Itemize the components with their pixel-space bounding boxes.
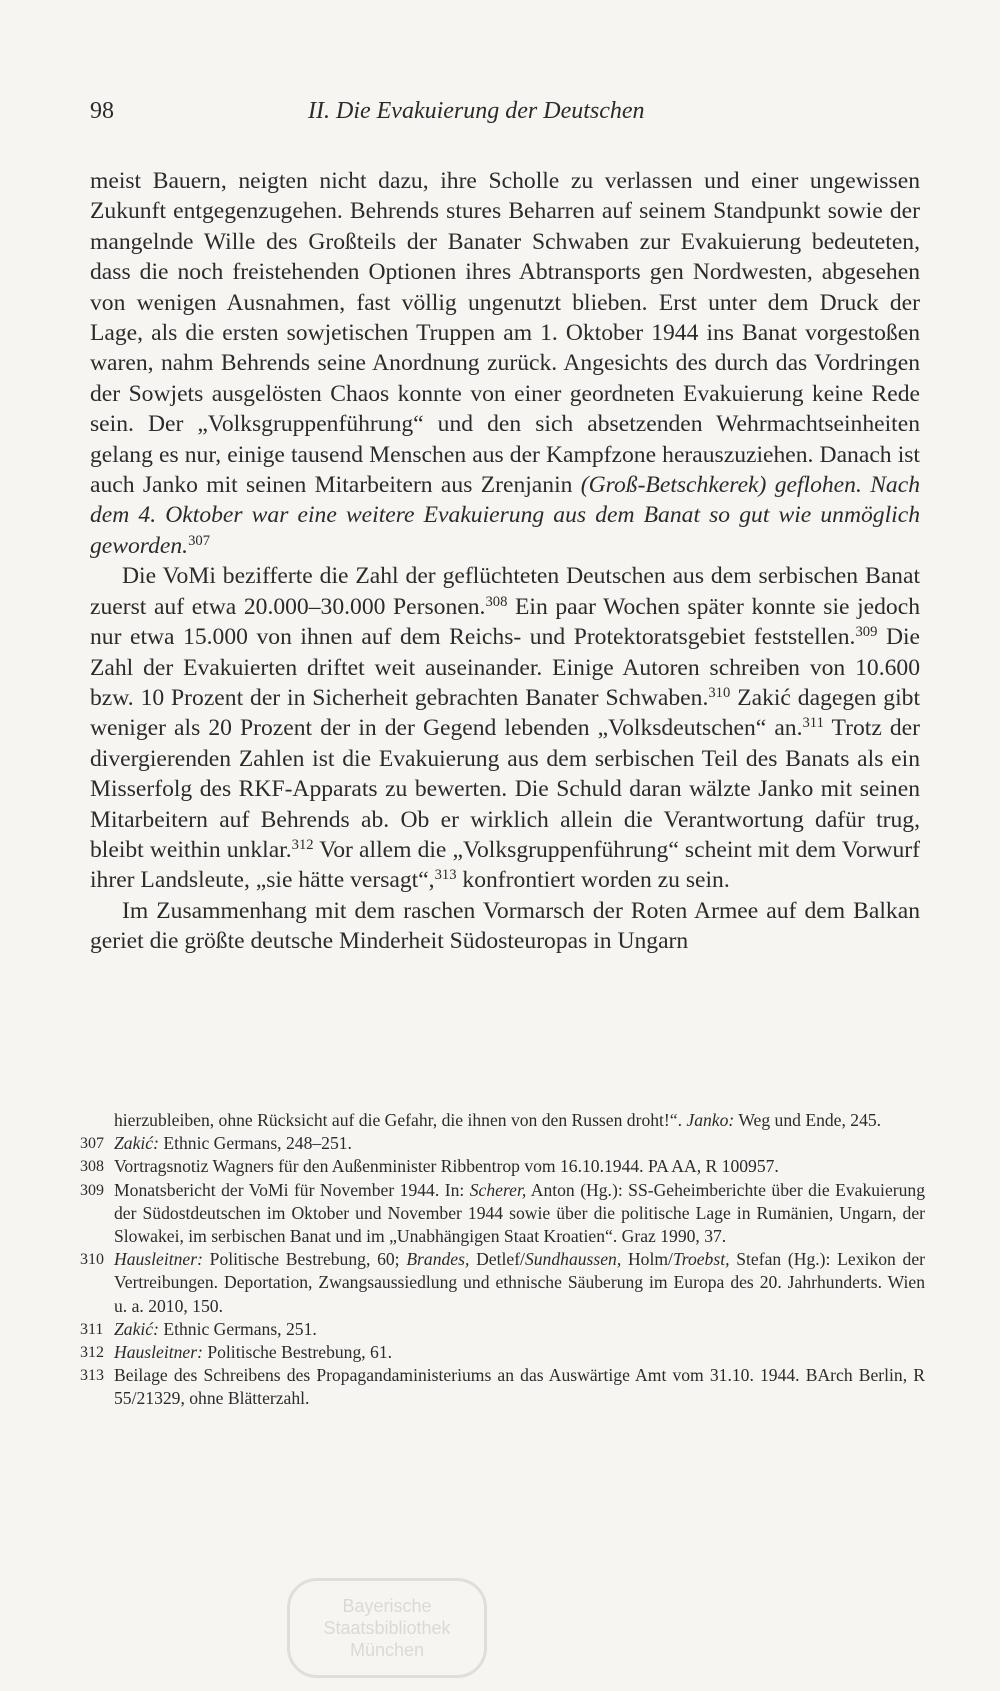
text-run: hierzubleiben, ohne Rücksicht auf die Gefahr, die ihnen von den Russen droht!“. bbox=[114, 1110, 687, 1130]
stamp-line: Staatsbibliothek bbox=[323, 1618, 451, 1638]
paragraph-3: Im Zusammenhang mit dem raschen Vormarsch der Roten Armee auf dem Balkan geriet die größte deutsche Minderheit Südosteuropas in Ungarn bbox=[90, 897, 920, 955]
running-head: II. Die Evakuierung der Deutschen bbox=[308, 98, 645, 124]
text-run: Monatsbericht der VoMi für November 1944. In: bbox=[114, 1179, 470, 1200]
text-run: Die VoMi bezifferte die Zahl der geflüchteten Deutschen aus dem serbischen Banat zuerst auf etwa 20.000–30.000 Personen. bbox=[90, 563, 920, 620]
footnote-311 bbox=[80, 1318, 925, 1341]
text-run: Vortragsnotiz Wagners für den Außenminister Ribbentrop vom 16.10.1944. PA AA, R 100957. bbox=[114, 1156, 779, 1177]
page-header bbox=[90, 98, 920, 138]
footnote-number: 309 bbox=[80, 1181, 104, 1199]
footnotes bbox=[80, 1109, 925, 1411]
italic-run: Troebst, bbox=[672, 1249, 730, 1270]
footnote-313 bbox=[80, 1364, 925, 1410]
italic-run: (Groß-Betschkerek) bbox=[580, 472, 767, 499]
footnote-number: 307 bbox=[80, 1135, 104, 1153]
footnote-308 bbox=[80, 1155, 925, 1178]
text-run: Politische Bestrebung, 60; bbox=[202, 1249, 407, 1270]
footnote-ref-307: 307 bbox=[188, 532, 211, 549]
stamp-line: Bayerische bbox=[342, 1596, 432, 1616]
footnote-number: 312 bbox=[80, 1344, 104, 1362]
footnote-ref-312: 312 bbox=[291, 836, 314, 853]
stamp-line: München bbox=[349, 1640, 425, 1660]
italic-run: Sundhaussen, bbox=[524, 1249, 622, 1270]
text-run: Die Zahl der Evakuierten driftet weit auseinander. Einige Autoren schreiben von 10.600 bzw. 10 Prozent der in Sicherheit gebrachten Banater Schwaben. bbox=[90, 624, 921, 711]
italic-run: Hausleitner: bbox=[114, 1249, 203, 1270]
text-run: Stefan (Hg.): Lexikon der Vertreibungen. Deportation, Zwangsaussiedlung und ethnische Säuberung im Europa des 20. Jahrhunderts. Wien u. a. 2010, 150. bbox=[114, 1249, 925, 1316]
italic-run: Zakić: bbox=[114, 1318, 159, 1339]
text-run: Detlef/ bbox=[469, 1249, 525, 1270]
italic-run: Brandes, bbox=[406, 1249, 470, 1270]
text-run: Ethnic Germans, 251. bbox=[158, 1318, 317, 1339]
footnote-ref-308: 308 bbox=[485, 593, 508, 610]
main-text bbox=[90, 166, 920, 957]
italic-run: Scherer, bbox=[469, 1179, 527, 1200]
italic-run: Janko: bbox=[686, 1110, 735, 1130]
page-number: 98 bbox=[90, 98, 114, 124]
footnote-ref-310: 310 bbox=[708, 684, 731, 701]
footnote-312 bbox=[80, 1341, 925, 1364]
text-run: Beilage des Schreibens des Propagandaministeriums an das Auswärtige Amt vom 31.10. 1944. BArch Berlin, R 55/21329, ohne Blätterzahl. bbox=[114, 1365, 925, 1409]
text-run: Ethnic Germans, 248–251. bbox=[158, 1133, 352, 1154]
text-run: Politische Bestrebung, 61. bbox=[202, 1342, 393, 1363]
italic-run: Zakić: bbox=[114, 1133, 159, 1154]
paragraph-1 bbox=[90, 166, 920, 561]
footnote-ref-311: 311 bbox=[802, 715, 824, 732]
text-run: meist Bauern, neigten nicht dazu, ihre Scholle zu verlassen und einer ungewissen Zukunft entgegenzugehen. Behrends stures Beharren auf seinem Standpunkt sowie der mangelnde Wille des Großteils der Banater Schwaben zur Evakuierung bedeuteten, dass die noch freistehenden Optionen ihres Abtransports gen Nordwesten, abgesehen von wenigen Ausnahmen, fast völlig ungenutzt blieben. Erst unter dem Druck der Lage, als die ersten sowjetischen Truppen am 1. Oktober 1944 ins Banat vorgestoßen waren, nahm Behrends seine Anordnung zurück. Angesichts des durch das Vordringen der Sowjets ausgelösten Chaos konnte von einer geordneten Evakuierung keine Rede sein. Der „Volksgruppenführung“ und den sich absetzenden Wehrmachtseinheiten gelang es nur, einige tausend Menschen aus der Kampfzone herauszuziehen. Danach ist auch Janko mit seinen Mitarbeitern aus Zrenjanin bbox=[90, 168, 920, 499]
italic-run: Hausleitner: bbox=[114, 1342, 203, 1363]
library-stamp bbox=[287, 1578, 487, 1678]
text-run: Weg und Ende, 245. bbox=[734, 1110, 882, 1130]
footnote-continuation bbox=[80, 1109, 925, 1132]
footnote-309 bbox=[80, 1179, 925, 1249]
text-run: konfrontiert worden zu sein. bbox=[456, 867, 730, 894]
footnote-307 bbox=[80, 1132, 925, 1155]
footnote-ref-309: 309 bbox=[855, 624, 878, 641]
footnote-number: 311 bbox=[80, 1320, 104, 1338]
text-run: Anton (Hg.): SS-Geheimberichte über die Evakuierung der Südostdeutschen im Oktober und November 1944 sowie über die politische Lage in Rumänien, Ungarn, der Slowakei, im serbischen Banat und im „Unabhängigen Staat Kroatien“. Graz 1990, 37. bbox=[114, 1179, 926, 1247]
footnote-number: 313 bbox=[80, 1367, 104, 1385]
paragraph-2 bbox=[90, 561, 920, 895]
footnote-310 bbox=[80, 1248, 925, 1318]
text-run: Ein paar Wochen später konnte sie jedoch nur etwa 15.000 von ihnen auf dem Reichs- und Protektoratsgebiet feststellen. bbox=[90, 593, 920, 651]
footnote-number: 310 bbox=[80, 1251, 104, 1269]
text-run: Holm/ bbox=[621, 1249, 673, 1270]
text-run: Vor allem die „Volksgruppenführung“ scheint mit dem Vorwurf ihrer Landsleute, „sie hätte versagt“, bbox=[90, 836, 920, 894]
footnote-ref-313: 313 bbox=[434, 867, 457, 884]
italic-run: geflohen. Nach dem 4. Oktober war eine weitere Evakuierung aus dem Banat so gut wie unmöglich geworden. bbox=[90, 472, 920, 559]
text-run: Trotz der divergierenden Zahlen ist die Evakuierung aus dem serbischen Teil des Banats als ein Misserfolg des RKF-Apparats zu bewerten. Die Schuld daran wälzte Janko mit seinen Mitarbeitern auf Behrends ab. Ob er wirklich allein die Verantwortung dafür trug, bleibt weithin unklar. bbox=[90, 715, 920, 863]
text-run: Zakić dagegen gibt weniger als 20 Prozent der in der Gegend lebenden „Volksdeutschen“ an. bbox=[90, 684, 920, 742]
footnote-number: 308 bbox=[80, 1158, 104, 1176]
